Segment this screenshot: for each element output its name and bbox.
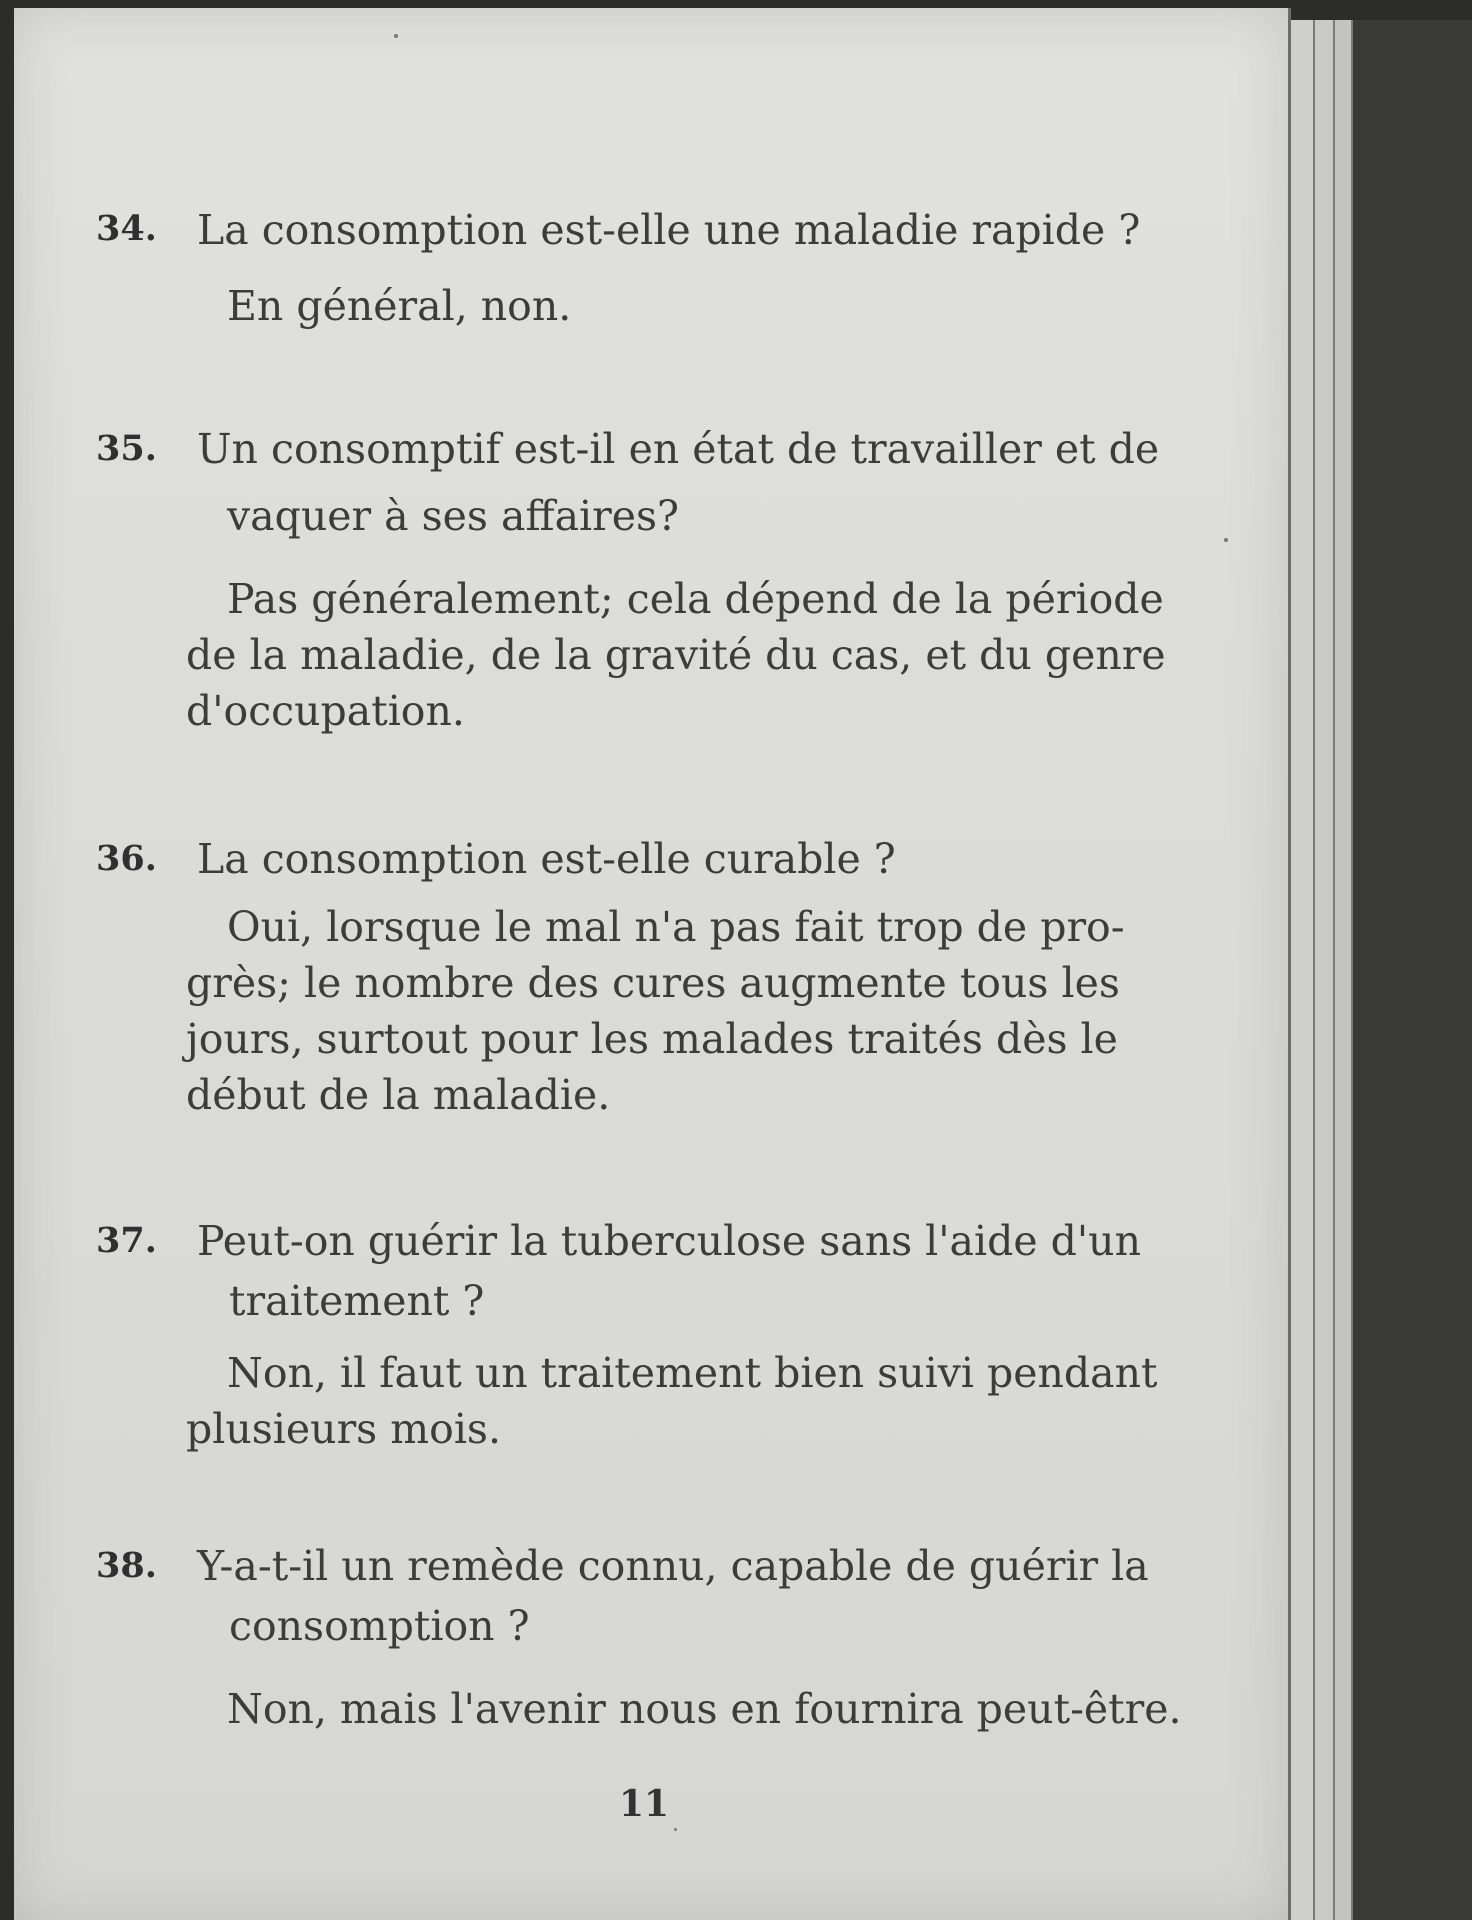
question-text: traitement ? [229,1277,485,1325]
entry-number: 35. [96,428,157,469]
entry-number: 38. [96,1545,157,1586]
answer-text: Non, il faut un traitement bien suivi pendant [227,1349,1158,1397]
answer-text: jours, surtout pour les malades traités dès le [186,1015,1118,1063]
scan-speck [1224,538,1228,542]
answer-text: plusieurs mois. [186,1405,502,1453]
entry-number: 37. [96,1220,157,1261]
answer-text: d'occupation. [186,687,465,735]
answer-text: Non, mais l'avenir nous en fournira peut-être. [227,1685,1182,1733]
page-edge [1291,20,1315,1920]
question-text: La consomption est-elle curable ? [197,835,896,883]
entry-number: 36. [96,838,157,879]
answer-text: Oui, lorsque le mal n'a pas fait trop de pro- [227,903,1125,951]
scan-speck [394,34,398,38]
entry-number: 34. [96,208,157,249]
scan-background [1353,20,1472,1920]
answer-text: Pas généralement; cela dépend de la période [227,575,1164,623]
page-number: 11 [619,1783,670,1825]
question-text: vaquer à ses affaires? [227,492,680,540]
scan-speck [674,1828,677,1831]
question-text: Y-a-t-il un remède connu, capable de guérir la [197,1542,1149,1590]
question-text: Un consomptif est-il en état de travailler et de [197,425,1160,473]
page-edge [1315,20,1335,1920]
question-text: Peut-on guérir la tuberculose sans l'aide d'un [197,1217,1141,1265]
answer-text: début de la maladie. [186,1071,611,1119]
question-text: consomption ? [229,1602,530,1650]
page-edge [1335,20,1353,1920]
book-page [14,8,1291,1920]
answer-text: de la maladie, de la gravité du cas, et du genre [186,631,1166,679]
answer-text: En général, non. [227,282,572,330]
answer-text: grès; le nombre des cures augmente tous les [186,959,1120,1007]
question-text: La consomption est-elle une maladie rapide ? [197,206,1141,254]
